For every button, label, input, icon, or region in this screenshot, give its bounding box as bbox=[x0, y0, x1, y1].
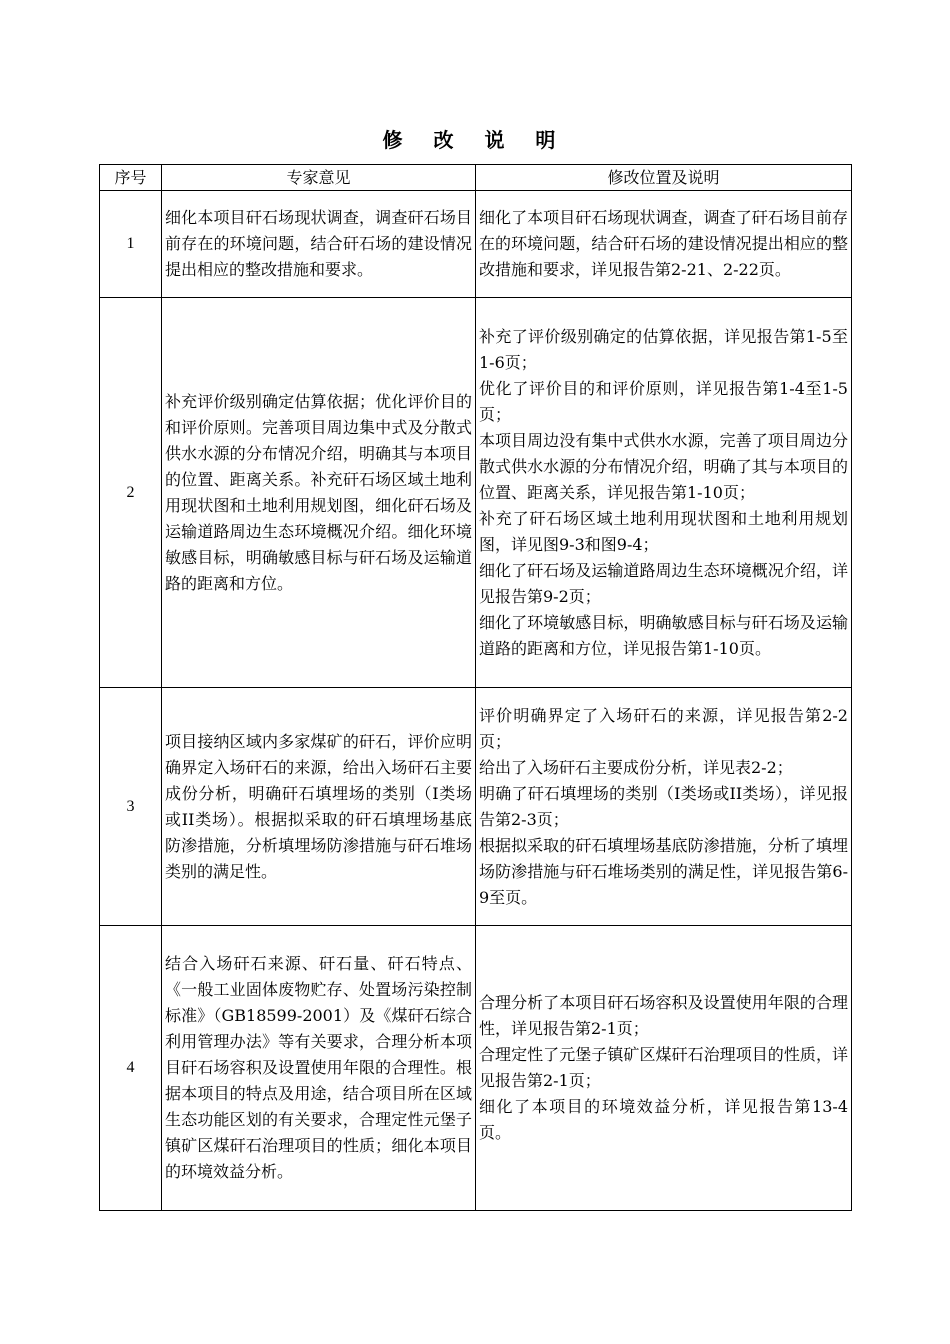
table-header-row bbox=[100, 165, 852, 191]
revision-table bbox=[99, 164, 852, 1211]
revision-item: 评价明确界定了入场矸石的来源，详见报告第2-2页； bbox=[479, 705, 848, 751]
table-row bbox=[100, 688, 852, 926]
expert-opinion bbox=[162, 688, 476, 926]
revision-note bbox=[476, 688, 852, 926]
revision-item: 细化了矸石场及运输道路周边生态环境概况介绍，详见报告第9-2页； bbox=[479, 560, 848, 606]
row-number: 3 bbox=[100, 688, 162, 926]
revision-note bbox=[476, 191, 852, 298]
revision-item: 合理分析了本项目矸石场容积及设置使用年限的合理性，详见报告第2-1页； bbox=[479, 993, 848, 1038]
revision-note bbox=[476, 926, 852, 1211]
header-revision: 修改位置及说明 bbox=[476, 165, 852, 191]
expert-opinion bbox=[162, 191, 476, 298]
row-number: 1 bbox=[100, 191, 162, 298]
table-row bbox=[100, 298, 852, 688]
revision-item: 细化了本项目矸石场现状调查，调查了矸石场目前存在的环境问题，结合矸石场的建设情况提出相应的整改措施和要求，详见报告第2-21、2-22页。 bbox=[479, 208, 848, 279]
opinion-text: 补充评价级别确定估算依据；优化评价目的和评价原则。完善项目周边集中式及分散式供水水源的分布情况介绍，明确其与本项目的位置、距离关系。补充矸石场区域土地利用现状图和土地利用规划图，细化矸石场及运输道路周边生态环境概况介绍。细化环境敏感目标，明确敏感目标与矸石场及运输道路的距离和方位。 bbox=[165, 391, 472, 593]
revision-item: 本项目周边没有集中式供水水源，完善了项目周边分散式供水水源的分布情况介绍，明确了其与本项目的位置、距离关系，详见报告第1-10页； bbox=[479, 430, 848, 502]
header-seq: 序号 bbox=[100, 165, 162, 191]
header-opinion: 专家意见 bbox=[162, 165, 476, 191]
revision-item: 细化了环境敏感目标，明确敏感目标与矸石场及运输道路的距离和方位，详见报告第1-10页。 bbox=[479, 612, 848, 658]
table-row bbox=[100, 926, 852, 1211]
row-number: 4 bbox=[100, 926, 162, 1211]
expert-opinion bbox=[162, 298, 476, 688]
revision-item: 合理定性了元堡子镇矿区煤矸石治理项目的性质，详见报告第2-1页； bbox=[479, 1045, 848, 1090]
revision-item: 细化了本项目的环境效益分析，详见报告第13-4页。 bbox=[479, 1097, 848, 1142]
revision-item: 补充了评价级别确定的估算依据，详见报告第1-5至1-6页； bbox=[479, 326, 848, 372]
revision-item: 根据拟采取的矸石填埋场基底防渗措施，分析了填埋场防渗措施与矸石堆场类别的满足性，详见报告第6-9至页。 bbox=[479, 835, 848, 907]
page-title: 修 改 说 明 bbox=[382, 128, 568, 152]
table-row bbox=[100, 191, 852, 298]
expert-opinion bbox=[162, 926, 476, 1211]
revision-item: 优化了评价目的和评价原则，详见报告第1-4至1-5页； bbox=[479, 378, 848, 424]
revision-item: 给出了入场矸石主要成份分析，详见表2-2； bbox=[479, 757, 793, 777]
opinion-text: 细化本项目矸石场现状调查，调查矸石场目前存在的环境问题，结合矸石场的建设情况提出相应的整改措施和要求。 bbox=[165, 208, 472, 279]
revision-item: 明确了矸石填埋场的类别（I类场或II类场），详见报告第2-3页； bbox=[479, 783, 848, 829]
opinion-text: 结合入场矸石来源、矸石量、矸石特点、《一般工业固体废物贮存、处置场污染控制标准》（GB18599-2001）及《煤矸石综合利用管理办法》等有关要求，合理分析本项目矸石场容积及设置使用年限的合理性。根据本项目的特点及用途，结合项目所在区域生态功能区划的有关要求，合理定性元堡子镇矿区煤矸石治理项目的性质；细化本项目的环境效益分析。 bbox=[165, 954, 472, 1181]
revision-item: 补充了矸石场区域土地利用现状图和土地利用规划图，详见图9-3和图9-4； bbox=[479, 508, 848, 554]
opinion-text: 项目接纳区域内多家煤矿的矸石，评价应明确界定入场矸石的来源，给出入场矸石主要成份分析，明确矸石填埋场的类别（I类场或II类场）。根据拟采取的矸石填埋场基底防渗措施，分析填埋场防渗措施与矸石堆场类别的满足性。 bbox=[165, 731, 472, 881]
row-number: 2 bbox=[100, 298, 162, 688]
revision-note bbox=[476, 298, 852, 688]
